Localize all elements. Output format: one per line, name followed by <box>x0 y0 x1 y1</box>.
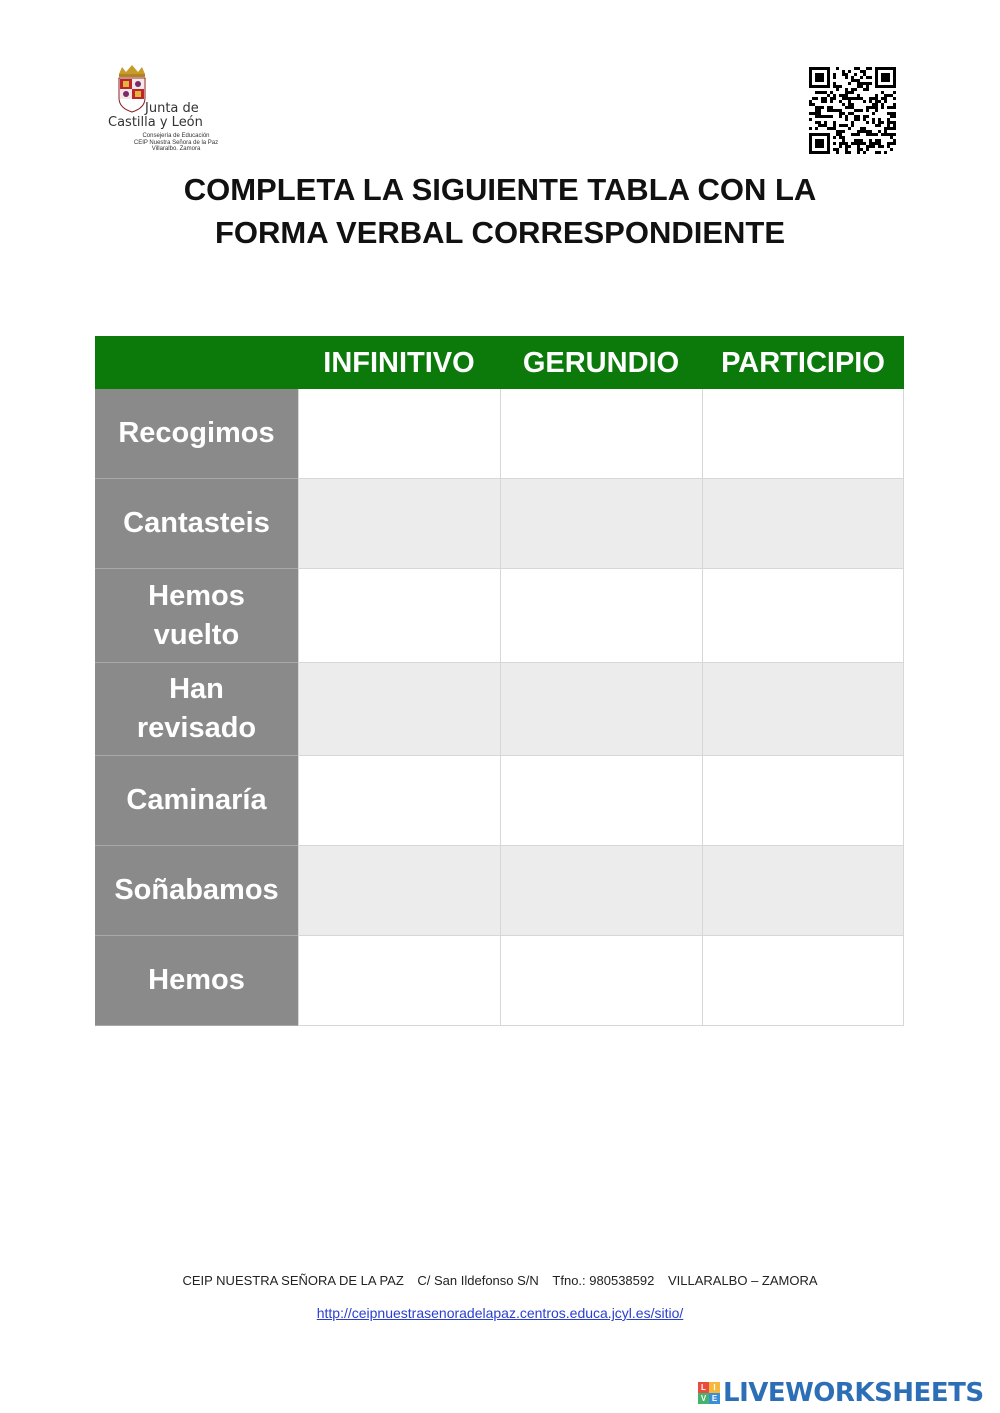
row-label <box>95 389 298 479</box>
row-label-text: Cantasteis <box>123 507 270 539</box>
footer-address: C/ San Ildefonso S/N <box>417 1273 539 1288</box>
footer-phone: Tfno.: 980538592 <box>552 1273 655 1288</box>
answer-cell-gerundio[interactable] <box>500 569 702 663</box>
answer-cell-infinitivo[interactable] <box>298 569 500 663</box>
answer-cell-participio[interactable] <box>702 479 904 569</box>
answer-cell-participio[interactable] <box>702 569 904 663</box>
table-row <box>95 663 904 756</box>
row-label <box>95 846 298 936</box>
row-label-text: Soñabamos <box>114 874 279 906</box>
table-row <box>95 936 904 1026</box>
footer-town: VILLARALBO – ZAMORA <box>667 1273 818 1288</box>
answer-cell-participio[interactable] <box>702 756 904 846</box>
header-cell-infinitivo: INFINITIVO <box>323 347 475 379</box>
footer-school: CEIP NUESTRA SEÑORA DE LA PAZ <box>182 1273 404 1288</box>
row-label-text: revisado <box>136 712 257 744</box>
answer-cell-gerundio[interactable] <box>500 936 702 1026</box>
answer-cell-participio[interactable] <box>702 846 904 936</box>
badge-letter: L <box>698 1382 709 1393</box>
qr-code-icon <box>809 67 896 154</box>
logo-sub-line: CEIP Nuestra Señora de la Paz <box>133 139 219 146</box>
title-line2: FORMA VERBAL CORRESPONDIENTE <box>214 215 786 250</box>
answer-cell-infinitivo[interactable] <box>298 756 500 846</box>
answer-cell-participio[interactable] <box>702 389 904 479</box>
header-cell-empty <box>95 336 298 389</box>
header-cell-gerundio: GERUNDIO <box>522 347 680 379</box>
title-line1: COMPLETA LA SIGUIENTE TABLA CON LA <box>183 172 817 207</box>
answer-cell-infinitivo[interactable] <box>298 663 500 756</box>
logo-name-line2: Castilla y León <box>108 115 203 130</box>
answer-cell-gerundio[interactable] <box>500 389 702 479</box>
liveworksheets-badge-icon <box>698 1382 720 1404</box>
watermark-text: LIVEWORKSHEETS <box>723 1378 984 1408</box>
verb-table <box>95 336 904 1026</box>
row-label-text: vuelto <box>153 618 240 651</box>
answer-cell-infinitivo[interactable] <box>298 479 500 569</box>
row-label-text: Hemos <box>148 579 245 612</box>
table-row <box>95 756 904 846</box>
junta-logo <box>108 64 228 156</box>
row-label-text: Hemos <box>148 964 245 996</box>
badge-letter: I <box>709 1382 720 1393</box>
badge-letter: E <box>709 1393 720 1404</box>
row-label-text: Han <box>169 673 224 705</box>
answer-cell-infinitivo[interactable] <box>298 936 500 1026</box>
logo-sub-line: Villaralbo. Zamora <box>151 146 201 152</box>
logo-subtitle <box>122 133 230 153</box>
table-row <box>95 569 904 663</box>
row-label-text: Caminaría <box>126 784 267 816</box>
answer-cell-gerundio[interactable] <box>500 663 702 756</box>
logo-name-line1: Junta de <box>145 101 199 116</box>
answer-cell-infinitivo[interactable] <box>298 389 500 479</box>
table-row <box>95 389 904 479</box>
row-label <box>95 663 298 756</box>
table-header-row <box>95 336 904 389</box>
logo-sub-line: Consejería de Educación <box>142 133 210 139</box>
answer-cell-infinitivo[interactable] <box>298 846 500 936</box>
header-cell-participio: PARTICIPIO <box>721 347 885 379</box>
footer-link-wrapper <box>0 1305 1000 1321</box>
row-label-text: Recogimos <box>118 417 275 449</box>
liveworksheets-watermark <box>698 1378 984 1408</box>
row-label <box>95 479 298 569</box>
school-website-link[interactable]: http://ceipnuestrasenoradelapaz.centros.educa.jcyl.es/sitio/ <box>316 1305 684 1321</box>
answer-cell-gerundio[interactable] <box>500 846 702 936</box>
answer-cell-participio[interactable] <box>702 663 904 756</box>
answer-cell-gerundio[interactable] <box>500 479 702 569</box>
page-title <box>100 168 900 254</box>
answer-cell-gerundio[interactable] <box>500 756 702 846</box>
badge-letter: V <box>698 1393 709 1404</box>
row-label <box>95 936 298 1026</box>
row-label <box>95 756 298 846</box>
table-row <box>95 479 904 569</box>
table-row <box>95 846 904 936</box>
footer-contact <box>0 1273 1000 1288</box>
row-label <box>95 569 298 663</box>
answer-cell-participio[interactable] <box>702 936 904 1026</box>
logo-name <box>108 102 228 130</box>
